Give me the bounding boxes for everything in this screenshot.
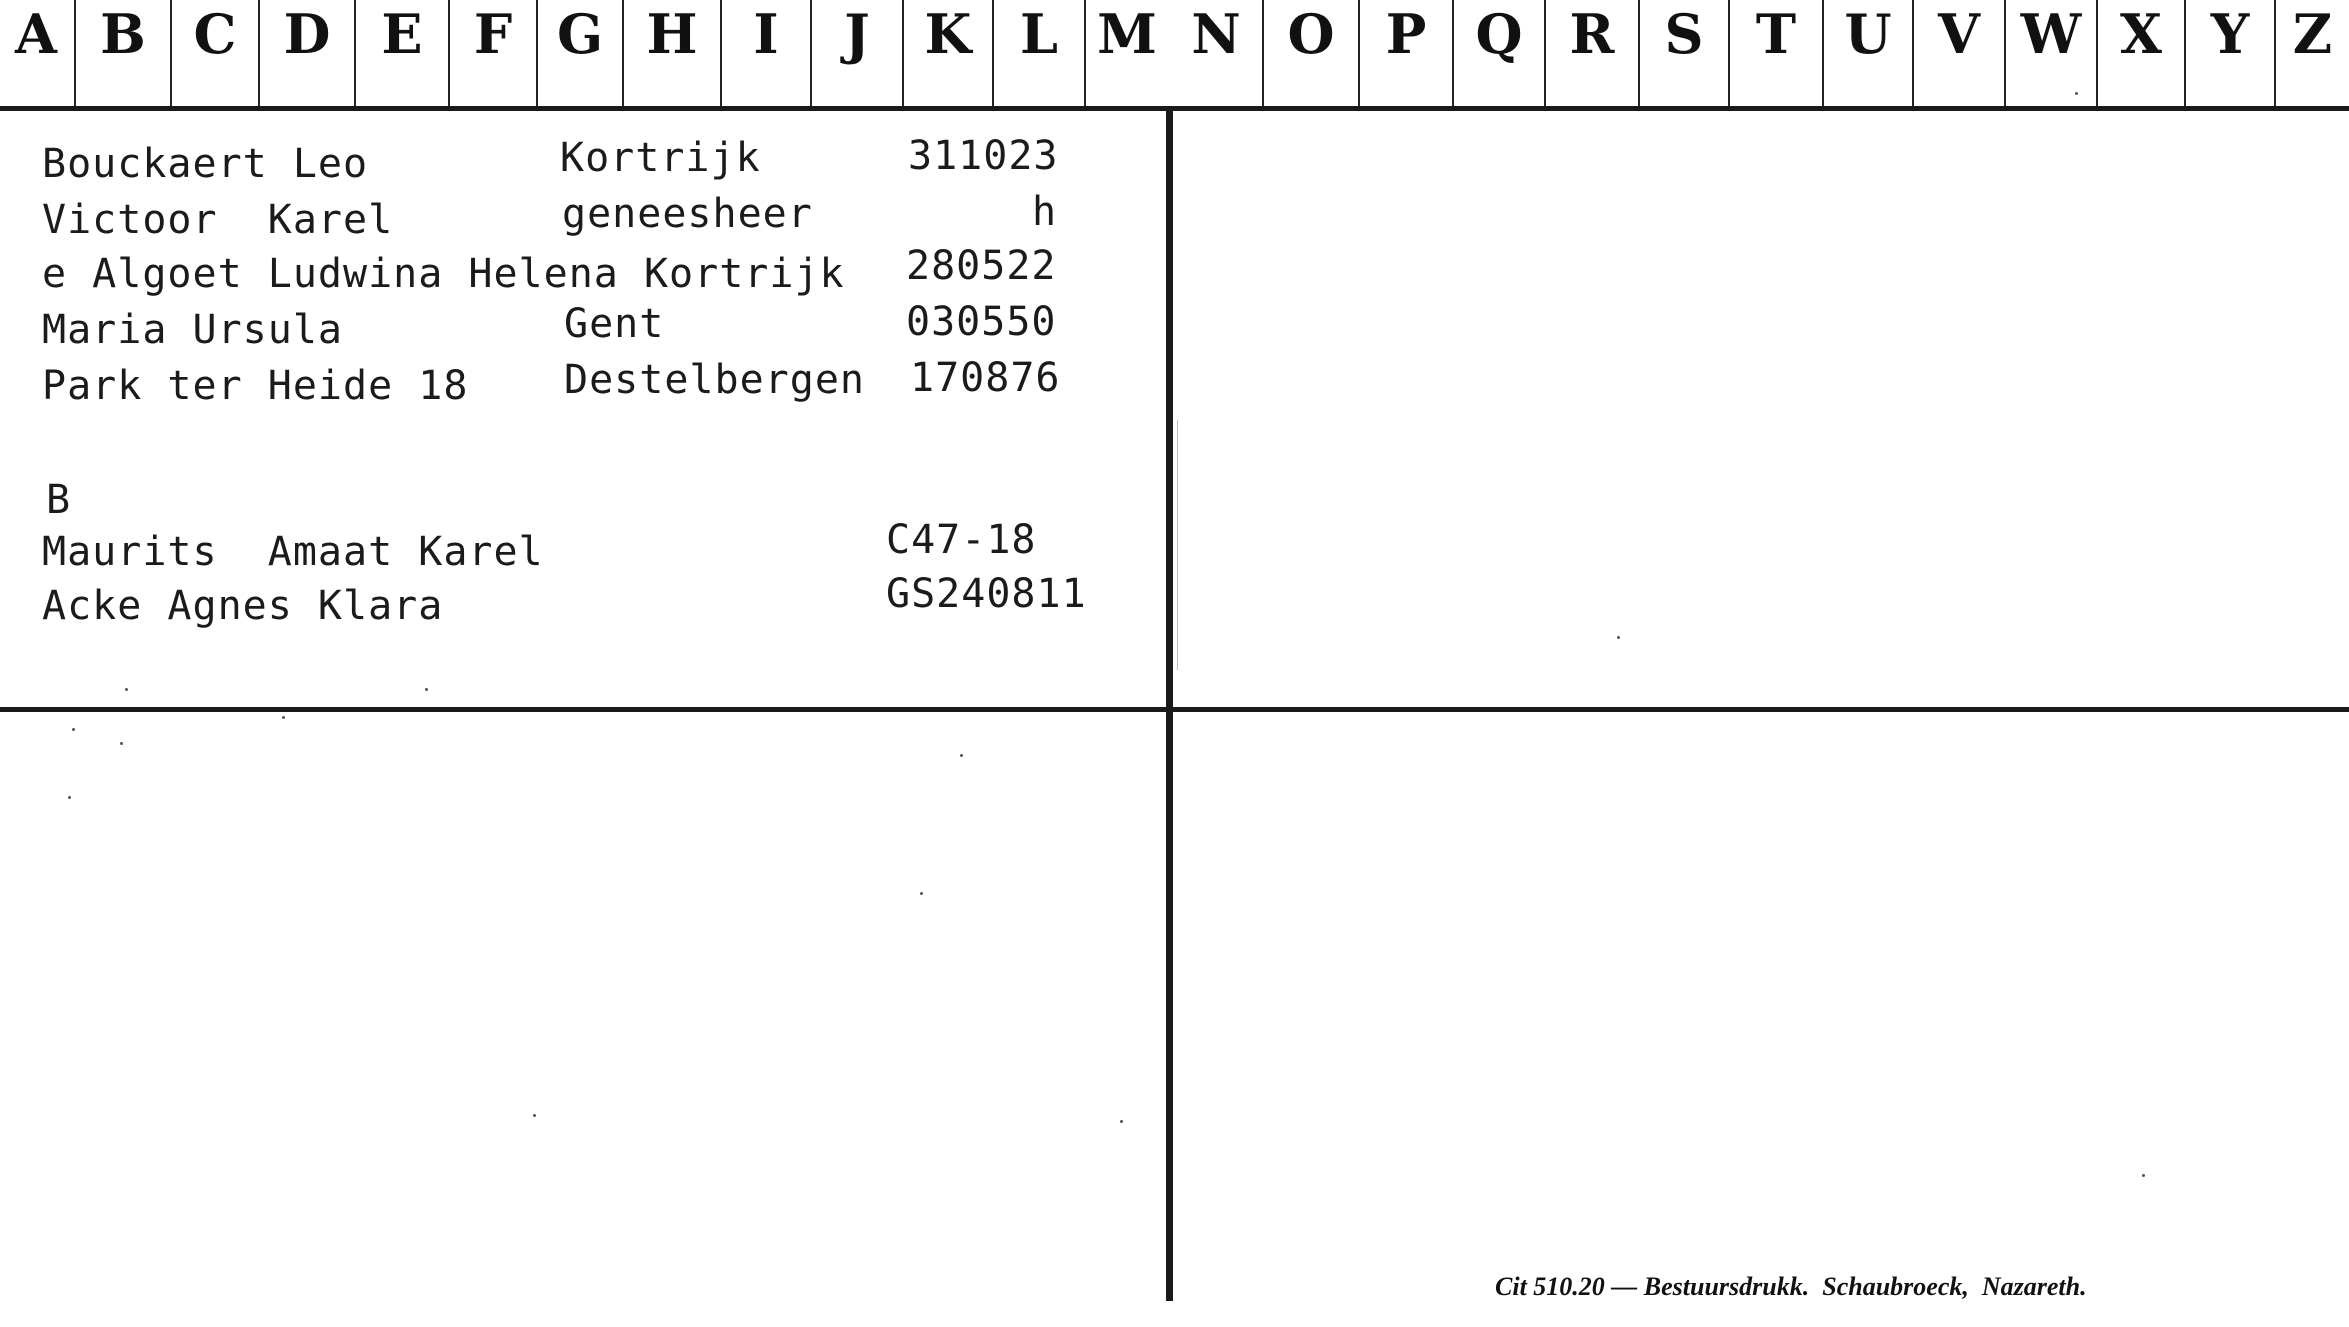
tab-letter-y[interactable]: Y [2210, 2, 2250, 66]
record-code: 170876 [910, 355, 1061, 401]
tab-letter-u[interactable]: U [1844, 2, 1892, 66]
tab-letter-j[interactable]: J [844, 2, 870, 66]
tab-letter-k[interactable]: K [924, 2, 972, 66]
record-place: Kortrijk [560, 135, 761, 181]
scan-speck [2142, 1174, 2145, 1177]
record-name: Maurits Amaat Karel [42, 529, 544, 575]
tab-letter-r[interactable]: R [1569, 2, 1615, 66]
scan-speck [120, 742, 123, 745]
record-place: geneesheer [562, 191, 813, 237]
tab-letter-b[interactable]: B [100, 2, 146, 66]
scan-speck [1617, 636, 1620, 639]
record-place: Destelbergen [564, 357, 865, 403]
record-code: 030550 [906, 299, 1057, 345]
scan-speck [282, 716, 285, 719]
scan-speck [533, 1114, 536, 1117]
tab-letter-w[interactable]: W [2020, 2, 2082, 66]
scan-speck [920, 892, 923, 895]
tab-letter-m[interactable]: M [1097, 2, 1157, 66]
record-name: Acke Agnes Klara [42, 583, 444, 629]
section-mark: B [46, 477, 72, 523]
tab-letter-t[interactable]: T [1755, 2, 1797, 66]
alphabet-index-row [0, 0, 2349, 110]
record-place: Gent [564, 301, 665, 347]
record-code: GS240811 [886, 571, 1087, 617]
record-name: Park ter Heide 18 [42, 363, 469, 409]
tab-letter-g[interactable]: G [556, 2, 604, 66]
tab-letter-c[interactable]: C [193, 2, 237, 66]
record-name: e Algoet Ludwina Helena Kortrijk [42, 251, 845, 297]
tab-letter-h[interactable]: H [646, 2, 698, 66]
scan-speck [72, 728, 75, 731]
tab-letter-e[interactable]: E [381, 2, 423, 66]
record-code: h [1032, 189, 1058, 235]
record-name: Maria Ursula [42, 307, 343, 353]
scan-speck [2075, 92, 2078, 95]
record-code: 311023 [908, 133, 1059, 179]
tab-letter-d[interactable]: D [283, 2, 331, 66]
tab-letter-p[interactable]: P [1385, 2, 1427, 66]
tab-letter-a[interactable]: A [15, 2, 57, 66]
tab-letter-s[interactable]: S [1664, 2, 1704, 66]
tab-letter-i[interactable]: I [753, 2, 779, 66]
record-code: C47-18 [886, 517, 1037, 563]
scan-speck [1120, 1120, 1123, 1123]
card-vertical-divider [1166, 106, 1173, 1301]
printer-imprint: Cit 510.20 — Bestuursdrukk. Schaubroeck, Nazareth. [1495, 1272, 2087, 1301]
tab-letter-l[interactable]: L [1020, 2, 1058, 66]
scan-speck [68, 796, 71, 799]
scan-speck [125, 688, 128, 691]
tab-letter-z[interactable]: Z [2292, 2, 2333, 66]
scan-speck [425, 688, 428, 691]
faint-guide-line [1177, 420, 1178, 670]
card-horizontal-divider [0, 707, 2349, 712]
scan-speck [960, 754, 963, 757]
tab-letter-o[interactable]: O [1287, 2, 1335, 66]
record-code: 280522 [906, 243, 1057, 289]
tab-letter-n[interactable]: N [1191, 2, 1241, 66]
tab-letter-f[interactable]: F [473, 2, 513, 66]
tab-letter-x[interactable]: X [2120, 2, 2162, 66]
record-name: Victoor Karel [42, 197, 394, 243]
tab-letter-v[interactable]: V [1938, 2, 1980, 66]
header-rule [0, 106, 2349, 111]
record-name: Bouckaert Leo [42, 141, 369, 187]
tab-letter-q[interactable]: Q [1475, 2, 1523, 66]
